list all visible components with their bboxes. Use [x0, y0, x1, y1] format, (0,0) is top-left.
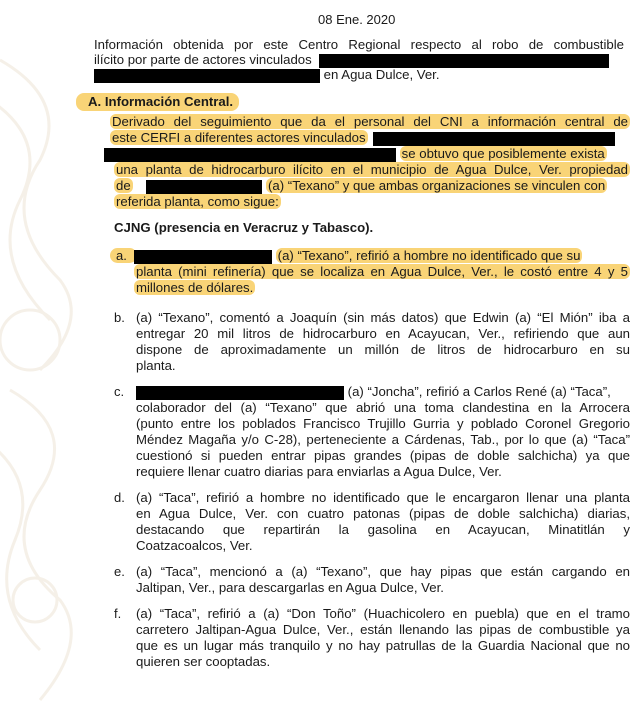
item-c-line-5: cuestionó si pueden entrar pipas grandes (pipas de doble salchicha) ya que: [136, 448, 630, 463]
item-c-line-6: requiere llenar cuatro diarias para enviarlas a Agua Dulce, Ver.: [136, 464, 502, 479]
section-a-line-1-text: Derivado del seguimiento que da el personal del CNI a información central de: [112, 114, 628, 129]
cjng-heading: CJNG (presencia en Veracruz y Tabasco).: [114, 220, 374, 235]
item-e-marker: e.: [114, 564, 125, 579]
section-a-line-4-text: una planta de hidrocarburo ilícito en el municipio de Agua Dulce, Ver. propiedad: [116, 162, 628, 177]
redaction-box: [134, 250, 272, 264]
redaction-box: [373, 132, 615, 146]
item-b-line-3: dispone de aproximadamente un millón de litros de hidrocarburo en su: [136, 342, 630, 357]
redaction-box: [136, 386, 344, 400]
item-a-line-3: [134, 280, 255, 296]
item-d-line-2: en Agua Dulce, Ver. con cuatro patonas (pipas de doble salchicha) diarias,: [136, 506, 630, 521]
section-a-line-6: [114, 194, 281, 210]
item-c-line-1: [136, 384, 611, 400]
item-a-line-1: [134, 248, 582, 264]
section-a-line-1: [110, 114, 630, 130]
intro-line-1: Información obtenida por este Centro Regional respecto al robo de combustible: [94, 37, 624, 52]
item-a-marker: a.: [110, 248, 137, 263]
redaction-box: [319, 54, 609, 68]
item-f-line-3: que es un lugar más tranquilo y no hay patrullas de la Guardia Nacional que no: [136, 638, 630, 653]
item-f-line-1: (a) “Taca”, refirió a (a) “Don Toño” (Huachicolero en puebla) que en el tramo: [136, 606, 630, 621]
intro-line-3: [94, 67, 440, 83]
section-a-line-5: [114, 178, 607, 194]
section-a-line-5a-text: de: [116, 178, 131, 193]
intro-line-2-text: ilícito por parte de actores vinculados: [94, 52, 312, 67]
item-d-line-3: destacando que repartirán la gasolina en Acayucan, Minatitlán y: [136, 522, 630, 537]
item-a-line-3-text: millones de dólares.: [136, 280, 254, 295]
item-b-marker: b.: [114, 310, 125, 325]
item-b-line-1: (a) “Texano”, comentó a Joaquín (sin más datos) que Edwin (a) “El Mión” iba a: [136, 310, 630, 325]
section-a-line-3-text: se obtuvo que posiblemente exista: [401, 146, 605, 161]
item-a-line-2: [134, 264, 630, 280]
item-e-line-1: (a) “Taca”, mencionó a (a) “Texano”, que hay pipas que están cargando en: [136, 564, 630, 579]
item-a-line-2-text: planta (mini refinería) que se localiza en Agua Dulce, Ver., le costó entre 4 y 5: [136, 264, 628, 279]
item-f-line-2: carretero Jaltipan-Agua Dulce, Ver., están llenando las pipas de combustible ya: [136, 622, 630, 637]
intro-line-3-text: en Agua Dulce, Ver.: [323, 67, 440, 82]
item-b-line-2: entregar 20 mil litros de hidrocarburo en Acayucan, Ver., refiriendo que aun: [136, 326, 630, 341]
item-c-line-3: (punto entre los poblados Francisco Trujillo Gurria y poblado Coronel Gregorio: [136, 416, 630, 431]
intro-line-2: [94, 52, 609, 68]
section-a-line-6-text: referida planta, como sigue:: [116, 194, 279, 209]
redaction-box: [94, 69, 320, 83]
section-a-line-4: [114, 162, 630, 178]
redaction-box: [146, 180, 262, 194]
section-a-heading: A. Información Central.: [76, 93, 239, 111]
item-d-marker: d.: [114, 490, 125, 505]
item-f-marker: f.: [114, 606, 122, 621]
item-e-line-2: Jaltipan, Ver., para descargarlas en Agua Dulce, Ver.: [136, 580, 444, 595]
document-date: 08 Ene. 2020: [318, 12, 396, 27]
item-b-line-4: planta.: [136, 358, 176, 373]
section-a-line-5b-text: (a) “Texano” y que ambas organizaciones se vinculen con: [268, 178, 606, 193]
item-d-line-1: (a) “Taca”, refirió a hombre no identificado que le encargaron llenar una planta: [136, 490, 630, 505]
section-a-line-3: [104, 146, 607, 162]
redaction-box: [104, 148, 396, 162]
item-c-line-1-text: (a) “Joncha”, refirió a Carlos René (a) “Taca”,: [347, 384, 611, 399]
section-a-line-2: [110, 130, 615, 146]
item-d-line-4: Coatzacoalcos, Ver.: [136, 538, 253, 553]
item-a-line-1-text: (a) “Texano”, refirió a hombre no identificado que su: [277, 248, 581, 263]
section-a-line-2-text: este CERFI a diferentes actores vinculados: [112, 130, 366, 145]
item-c-line-4: Méndez Magaña y/o C-28), perteneciente a Cárdenas, Tab., por lo que (a) “Taca”: [136, 432, 630, 447]
item-c-line-2: colaborador del (a) “Texano” que abrió una toma clandestina en la Arrocera: [136, 400, 630, 415]
item-f-line-4: quieren ser cooptadas.: [136, 654, 271, 669]
item-c-marker: c.: [114, 384, 125, 399]
